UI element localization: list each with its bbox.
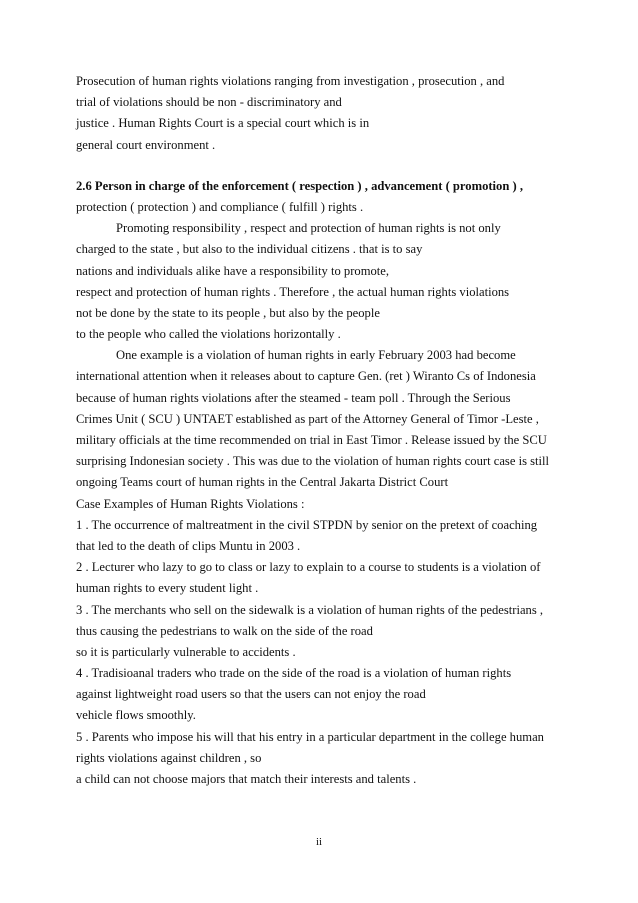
text-line: 4 . Tradisioanal traders who trade on the side of the road is a violation of human rights <box>76 666 512 681</box>
text-line: respect and protection of human rights . Therefore , the actual human rights violations <box>76 284 510 299</box>
text-line: 5 . Parents who impose his will that his entry in a particular department in the college human <box>76 729 544 744</box>
text-line: justice . Human Rights Court is a special court which is in <box>76 116 370 131</box>
text-line: protection ( protection ) and compliance ( fulfill ) rights . <box>76 199 364 214</box>
text-line: ongoing Teams court of human rights in the Central Jakarta District Court <box>76 475 449 490</box>
text-line: 1 . The occurrence of maltreatment in the civil STPDN by senior on the pretext of coaching <box>76 517 538 532</box>
text-line: that led to the death of clips Muntu in 2003 . <box>76 538 301 553</box>
text-line: military officials at the time recommended on trial in East Timor . Release issued by the SCU <box>76 433 547 447</box>
text-line: so it is particularly vulnerable to accidents . <box>76 644 296 659</box>
text-line: rights violations against children , so <box>76 750 262 765</box>
intro-paragraph <box>76 71 566 156</box>
section-heading: 2.6 Person in charge of the enforcement ( respection ) , advancement ( promotion ) , <box>76 178 523 193</box>
text-line: to the people who called the violations horizontally . <box>76 327 341 342</box>
section-body <box>76 197 566 790</box>
text-line: Crimes Unit ( SCU ) UNTAET established as part of the Attorney General of Timor -Leste , <box>76 411 539 426</box>
text-line: not be done by the state to its people , but also by the people <box>76 305 380 320</box>
text-line: Case Examples of Human Rights Violations : <box>76 496 305 511</box>
text-line: Prosecution of human rights violations ranging from investigation , prosecution , and <box>76 74 505 88</box>
text-line: international attention when it releases about to capture Gen. (ret ) Wiranto Cs of Indonesia <box>76 369 536 384</box>
text-line: Promoting responsibility , respect and protection of human rights is not only <box>116 221 501 236</box>
text-line: nations and individuals alike have a responsibility to promote, <box>76 263 390 278</box>
text-line: One example is a violation of human rights in early February 2003 had become <box>116 348 516 363</box>
text-line: general court environment . <box>76 137 216 152</box>
document-body <box>76 71 566 790</box>
text-line: trial of violations should be non - discriminatory and <box>76 95 342 110</box>
page-number: ii <box>315 836 323 848</box>
text-line: a child can not choose majors that match their interests and talents . <box>76 772 417 786</box>
text-line: surprising Indonesian society . This was due to the violation of human rights court case is still <box>76 454 550 469</box>
text-line: human rights to every student light . <box>76 581 259 596</box>
text-line: charged to the state , but also to the individual citizens . that is to say <box>76 242 423 257</box>
text-line: against lightweight road users so that the users can not enjoy the road <box>76 687 426 702</box>
text-line: because of human rights violations after the steamed - team poll . Through the Serious <box>76 390 511 405</box>
text-line: 2 . Lecturer who lazy to go to class or lazy to explain to a course to students is a violation of <box>76 560 541 575</box>
text-line: 3 . The merchants who sell on the sidewalk is a violation of human rights of the pedestrians , <box>76 602 544 617</box>
text-line: thus causing the pedestrians to walk on the side of the road <box>76 623 373 638</box>
text-line: vehicle flows smoothly. <box>76 708 196 723</box>
